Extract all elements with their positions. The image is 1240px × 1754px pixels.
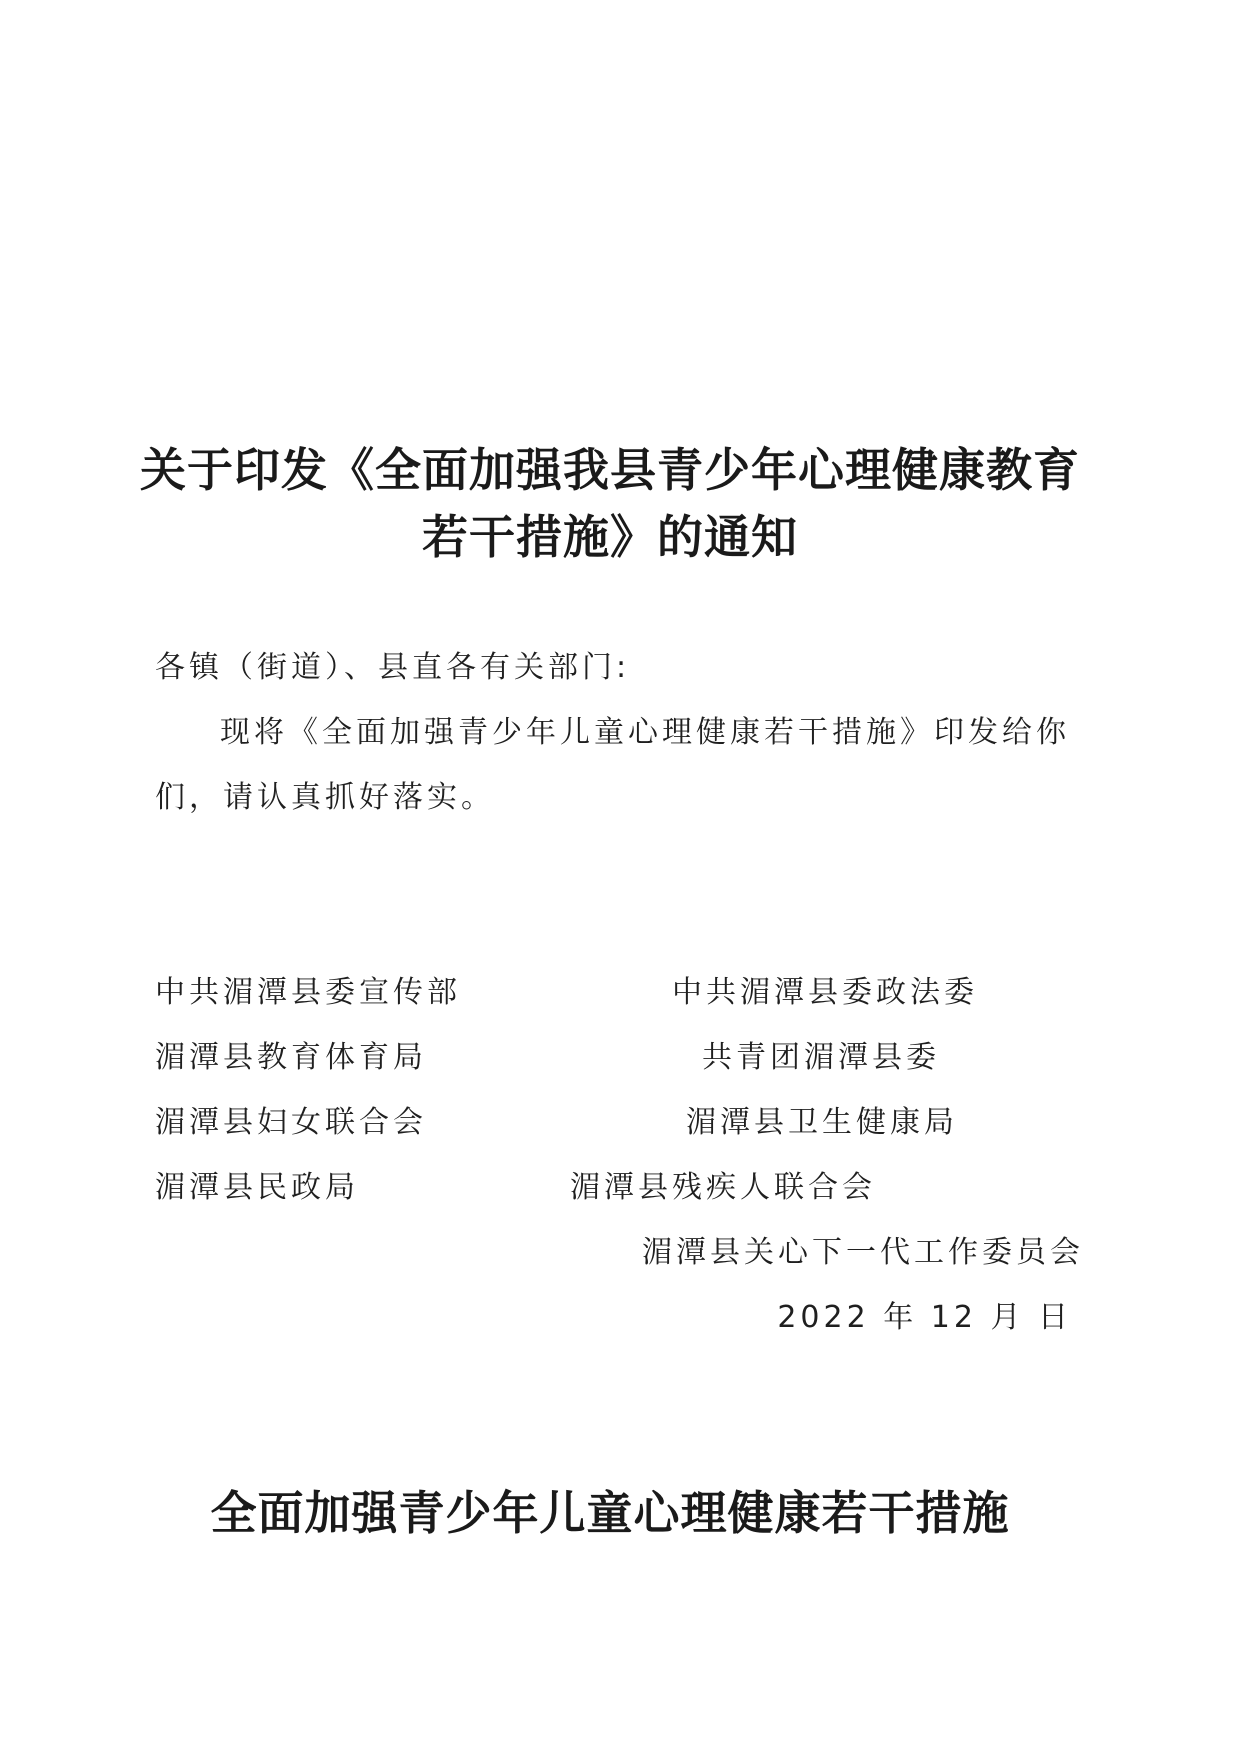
body-paragraph-line-2: 们，请认真抓好落实。	[155, 780, 495, 815]
issuer-left-1: 中共湄潭县委宣传部	[155, 975, 461, 1010]
issue-date: 2022 年 12 月 日	[777, 1300, 1072, 1335]
attachment-title: 全面加强青少年儿童心理健康若干措施	[210, 1486, 1010, 1540]
issuer-right-2: 共青团湄潭县委	[702, 1040, 940, 1075]
issuer-left-3: 湄潭县妇女联合会	[155, 1105, 427, 1140]
issuer-right-4: 湄潭县残疾人联合会	[570, 1170, 876, 1205]
document-title-line-2: 若干措施》的通知	[422, 510, 798, 564]
issuer-left-4: 湄潭县民政局	[155, 1170, 359, 1205]
salutation: 各镇（街道）、县直各有关部门:	[155, 650, 631, 685]
document-title-line-1: 关于印发《全面加强我县青少年心理健康教育	[140, 443, 1080, 497]
issuer-right-3: 湄潭县卫生健康局	[686, 1105, 958, 1140]
issuer-right-5: 湄潭县关心下一代工作委员会	[642, 1235, 1084, 1270]
issuer-left-2: 湄潭县教育体育局	[155, 1040, 427, 1075]
body-paragraph-line-1: 现将《全面加强青少年儿童心理健康若干措施》印发给你	[220, 715, 1070, 750]
issuer-right-1: 中共湄潭县委政法委	[672, 975, 978, 1010]
